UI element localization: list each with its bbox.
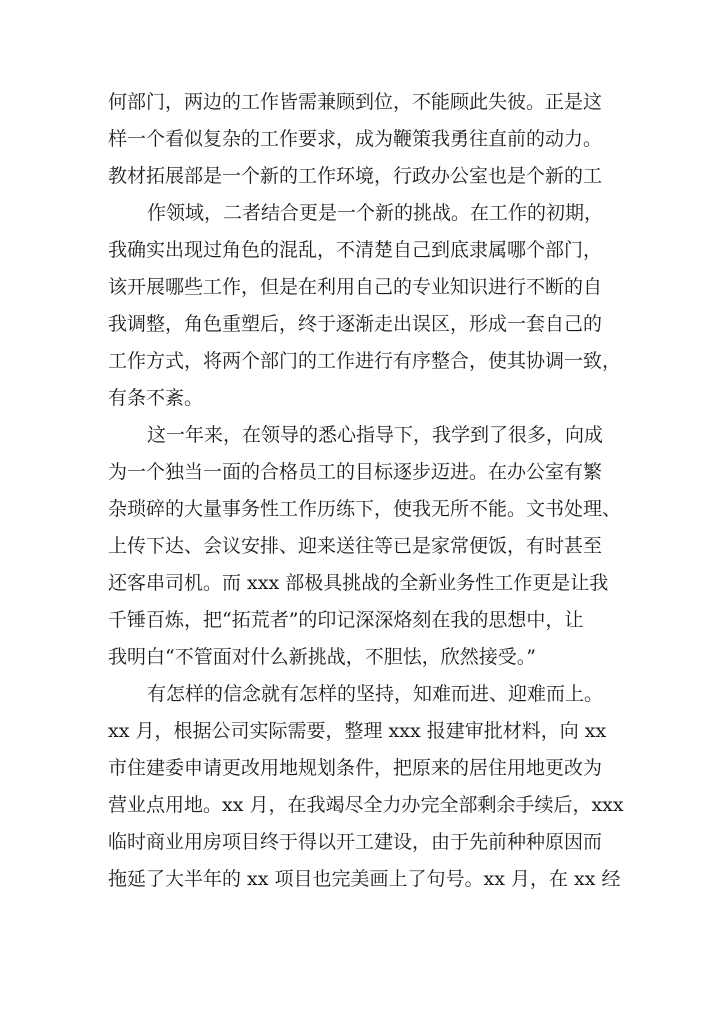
text-line: 有条不紊。 — [108, 387, 204, 409]
text-line: 工作方式，将两个部门的工作进行有序整合，使其协调一致， — [108, 350, 622, 372]
text-line: 千锤百炼，把“拓荒者”的印记深深烙刻在我的思想中，让 — [108, 609, 584, 631]
text-line: 为一个独当一面的合格员工的目标逐步迈进。在办公室有繁 — [108, 461, 603, 483]
text-line: 该开展哪些工作，但是在利用自己的专业知识进行不断的自 — [108, 276, 603, 298]
text-line: 作领域，二者结合更是一个新的挑战。在工作的初期， — [147, 202, 604, 224]
text-line: 样一个看似复杂的工作要求，成为鞭策我勇往直前的动力。 — [108, 128, 603, 150]
text-line: 上传下达、会议安排、迎来送往等已是家常便饭，有时甚至 — [108, 535, 603, 557]
text-line: 有怎样的信念就有怎样的坚持，知难而进、迎难而上。 — [147, 683, 604, 705]
text-line: 教材拓展部是一个新的工作环境，行政办公室也是个新的工 — [108, 165, 603, 187]
text-line: 临时商业用房项目终于得以开工建设，由于先前种种原因而 — [108, 831, 603, 853]
text-line: 拖延了大半年的 xx 项目也完美画上了句号。xx 月，在 xx 经 — [108, 868, 621, 890]
text-line: 杂琐碎的大量事务性工作历练下，使我无所不能。文书处理、 — [108, 498, 622, 520]
text-line: 还客串司机。而 xxx 部极具挑战的全新业务性工作更是让我 — [108, 572, 609, 594]
text-line: 这一年来，在领导的悉心指导下，我学到了很多，向成 — [147, 424, 604, 446]
text-line: 我确实出现过角色的混乱，不清楚自己到底隶属哪个部门， — [108, 239, 603, 261]
text-line: 我明白“不管面对什么新挑战，不胆怯，欣然接受。” — [108, 646, 536, 668]
text-line: 何部门，两边的工作皆需兼顾到位，不能顾此失彼。正是这 — [108, 91, 603, 113]
text-line: 市住建委申请更改用地规划条件，把原来的居住用地更改为 — [108, 757, 603, 779]
text-line: 营业点用地。xx 月，在我竭尽全力办完全部剩余手续后，xxx — [108, 794, 624, 816]
text-line: 我调整，角色重塑后，终于逐渐走出误区，形成一套自己的 — [108, 313, 603, 335]
text-line: xx 月，根据公司实际需要，整理 xxx 报建审批材料，向 xx — [108, 720, 607, 742]
